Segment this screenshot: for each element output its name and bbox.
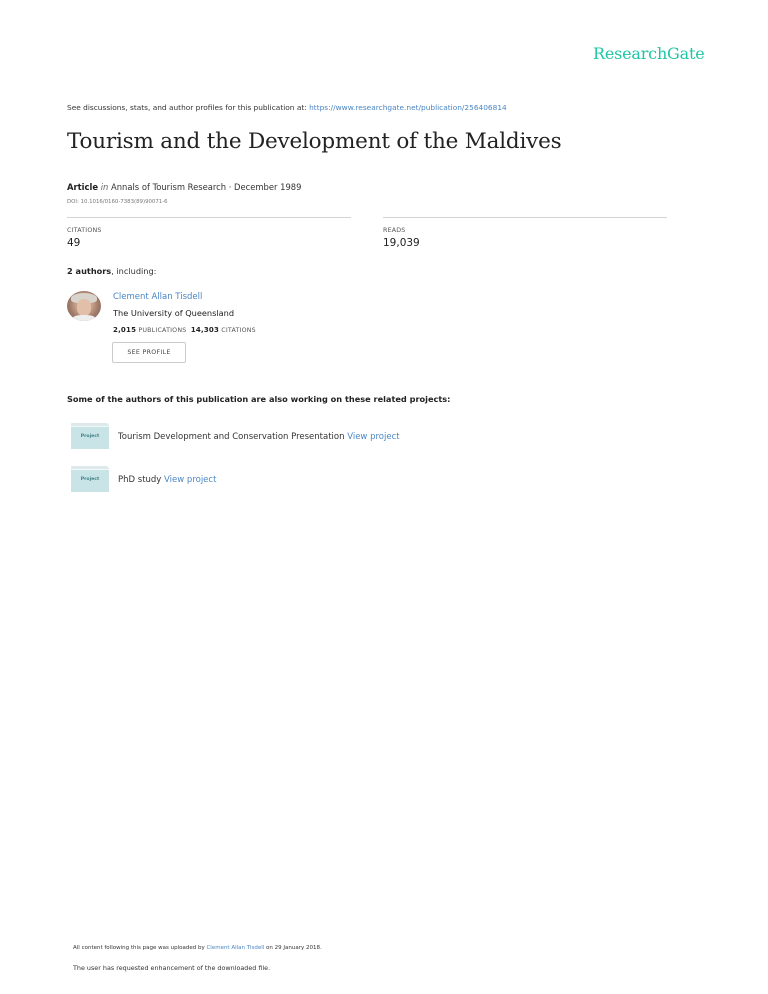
- publication-url-link[interactable]: https://www.researchgate.net/publication/256406814: [309, 103, 507, 112]
- in-word: in: [100, 182, 109, 192]
- publication-title: Tourism and the Development of the Maldives: [67, 129, 562, 154]
- authors-count: [67, 266, 156, 276]
- project-item: [118, 432, 400, 442]
- project-title: PhD study: [118, 475, 162, 485]
- divider-reads: [383, 217, 667, 218]
- project-title: Tourism Development and Conservation Presentation: [118, 432, 345, 442]
- enhancement-note: The user has requested enhancement of the downloaded file.: [73, 964, 271, 972]
- upload-suffix: on 29 January 2018.: [264, 945, 322, 951]
- author-stats: [113, 326, 256, 334]
- citations-label: CITATIONS: [67, 227, 102, 234]
- author-citations-count: 14,303: [190, 326, 220, 334]
- folder-label: Project: [80, 477, 100, 482]
- author-name-link[interactable]: Clement Allan Tisdell: [113, 292, 203, 302]
- related-projects-heading: Some of the authors of this publication are also working on these related projects:: [67, 394, 451, 404]
- view-project-link[interactable]: View project: [164, 475, 217, 485]
- avatar-shirt: [73, 315, 95, 321]
- uploader-link[interactable]: Clement Allan Tisdell: [206, 945, 265, 951]
- authors-count-rest: , including:: [111, 266, 157, 276]
- author-citations-label: CITATIONS: [221, 327, 256, 334]
- authors-count-bold: 2 authors: [67, 266, 112, 276]
- publication-type: Article: [67, 182, 99, 192]
- reads-value: 19,039: [383, 237, 420, 249]
- citations-value: 49: [67, 237, 81, 249]
- project-item: [118, 475, 216, 485]
- upload-prefix: All content following this page was uploaded by: [73, 945, 207, 951]
- avatar-face: [77, 299, 91, 316]
- publication-meta: [67, 182, 301, 192]
- upload-note: [73, 945, 322, 951]
- author-publications-count: 2,015: [113, 326, 137, 334]
- journal-date: Annals of Tourism Research · December 1989: [111, 182, 302, 192]
- divider-citations: [67, 217, 351, 218]
- source-line-text: See discussions, stats, and author profiles for this publication at:: [67, 103, 310, 112]
- project-folder-icon[interactable]: [71, 466, 109, 492]
- see-profile-button[interactable]: SEE PROFILE: [112, 342, 186, 363]
- source-line: [67, 103, 507, 112]
- author-avatar[interactable]: [67, 291, 101, 321]
- author-publications-label: PUBLICATIONS: [138, 327, 187, 334]
- author-institution: The University of Queensland: [113, 308, 235, 318]
- view-project-link[interactable]: View project: [347, 432, 400, 442]
- reads-label: READS: [383, 227, 406, 234]
- researchgate-logo[interactable]: ResearchGate: [593, 44, 705, 63]
- doi: DOI: 10.1016/0160-7383(89)90071-6: [67, 199, 168, 205]
- project-folder-icon[interactable]: [71, 423, 109, 449]
- folder-label: Project: [80, 434, 100, 439]
